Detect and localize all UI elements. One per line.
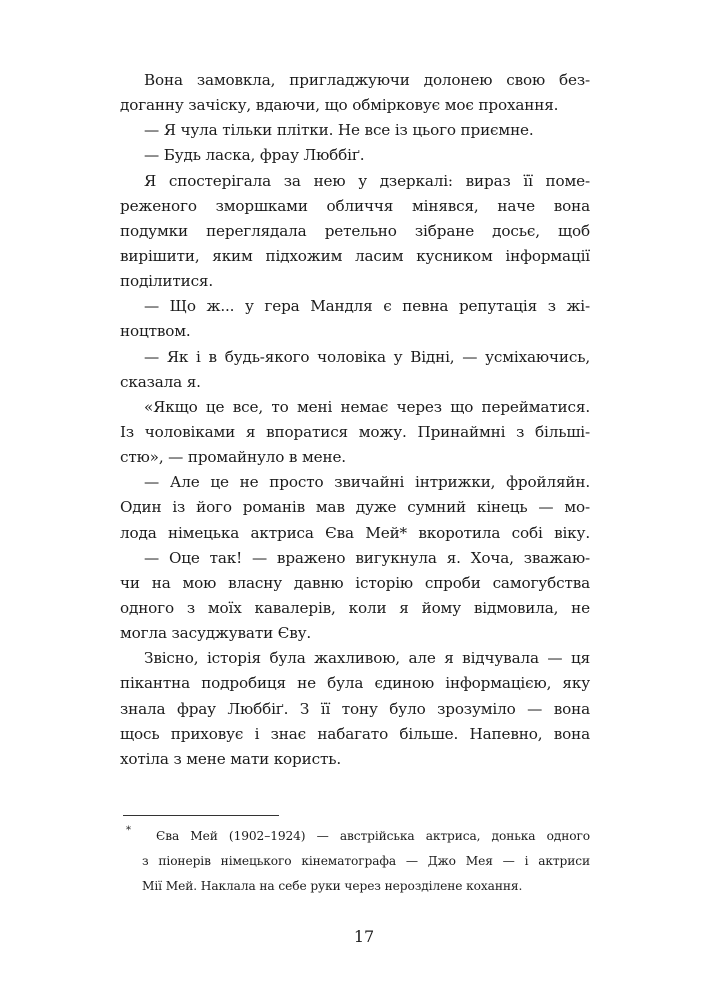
text-line: щось приховує і знає набагато більше. Напевно, вона [120,724,590,743]
text-line: чи на мою власну давню історію спроби самогубства [120,573,590,592]
text-line: хотіла з мене мати користь. [120,749,342,768]
text-line: знала фрау Люббіґ. З її тону було зрозуміло — вона [120,699,590,718]
main-text [120,68,590,772]
text-line: доганну зачіску, вдаючи, що обмірковує моє прохання. [120,96,559,115]
text-line: Один із його романів мав дуже сумний кінець — мо- [120,498,590,517]
page-number: 17 [353,927,375,946]
text-line: Я спостерігала за нею у дзеркалі: вираз її поме- [144,171,590,190]
text-line: подумки переглядала ретельно зібране досьє, щоб [120,221,590,240]
text-line: реженого зморшками обличчя мінявся, наче вона [120,196,590,215]
text-line: — Оце так! — вражено вигукнула я. Хоча, зважаю- [144,548,590,567]
footnote-line: Єва Мей (1902–1924) — австрійська актриса, донька одного [156,829,590,843]
footnote-marker: * [126,825,131,836]
text-line: — Як і в будь-якого чоловіка у Відні, — усміхаючись, [144,347,590,366]
text-line: пікантна подробиця не була єдиною інформацією, яку [120,674,590,693]
text-line: Звісно, історія була жахливою, але я відчувала — ця [144,649,590,668]
footnote [120,824,590,899]
footnote-divider [123,815,279,816]
text-line: ноцтвом. [120,322,191,341]
text-line: вирішити, яким підхожим ласим кусником інформації [120,246,590,265]
text-line: «Якщо це все, то мені немає через що перейматися. [144,397,590,416]
text-line: могла засуджувати Єву. [120,624,312,643]
text-line: одного з моїх кавалерів, коли я йому відмовила, не [120,598,590,617]
text-line: поділитися. [120,272,214,291]
text-line: лода німецька актриса Єва Мей* вкоротила собі віку. [120,523,590,542]
text-line: Із чоловіками я впоратися можу. Принаймні з більші- [120,422,590,441]
text-line: — Але це не просто звичайні інтрижки, фройляйн. [144,473,590,492]
footnote-line: Мії Мей. Наклала на себе руки через нерозділене кохання. [142,879,523,893]
footnote-line: з піонерів німецького кінематографа — Джо Мея — і актриси [142,854,590,868]
text-line: Вона замовкла, пригладжуючи долонею свою без- [144,71,590,89]
text-line: — Будь ласка, фрау Люббіґ. [144,146,365,165]
text-line: стю», — промайнуло в мене. [120,448,346,467]
text-line: — Я чула тільки плітки. Не все із цього приємне. [144,121,534,140]
text-line: сказала я. [120,372,201,391]
text-line: — Що ж... у гера Мандля є певна репутація з жі- [144,297,590,316]
